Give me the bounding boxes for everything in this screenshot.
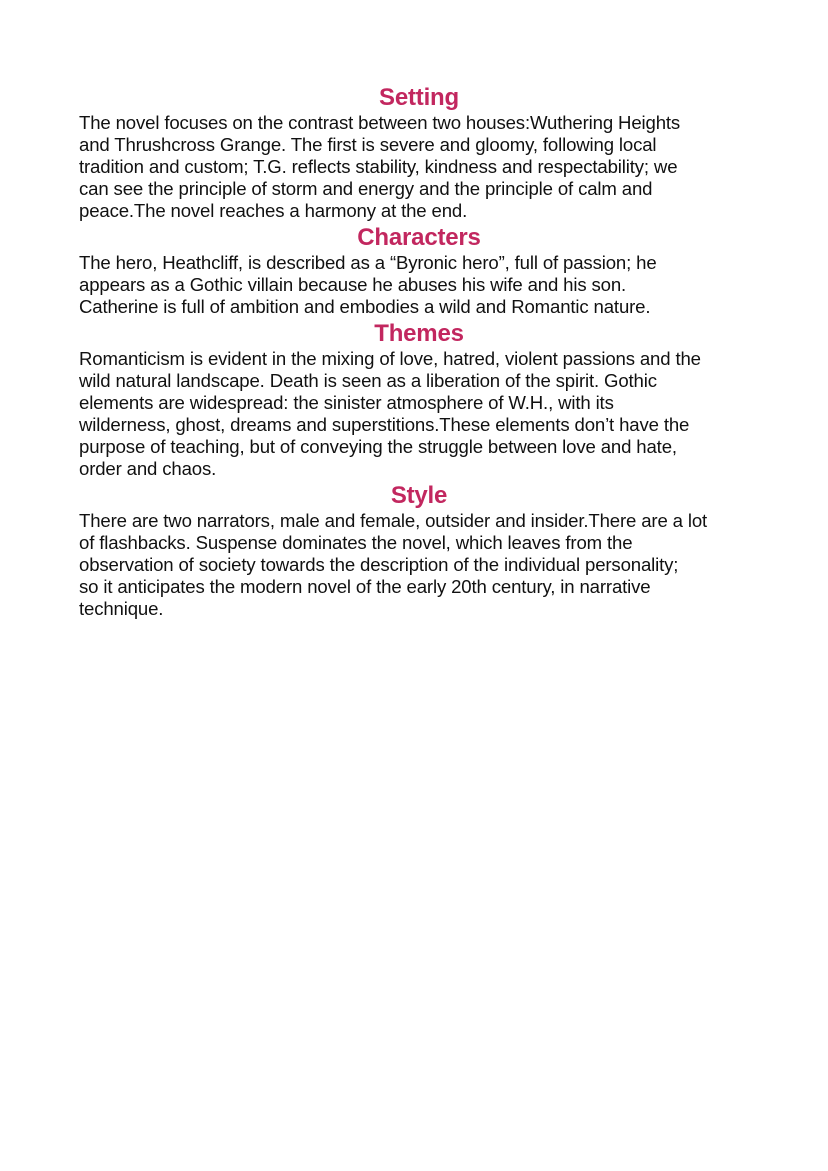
text-line: so it anticipates the modern novel of the early 20th century, in narrative (79, 576, 651, 597)
section-paragraph (79, 510, 759, 620)
text-line: tradition and custom; T.G. reflects stability, kindness and respectability; we (79, 156, 678, 177)
section-heading: Themes (374, 320, 464, 347)
text-line: wilderness, ghost, dreams and superstitions.These elements don’t have the (79, 414, 690, 435)
section-heading: Style (390, 482, 448, 509)
text-line: technique. (79, 598, 164, 619)
text-line: peace.The novel reaches a harmony at the end. (79, 200, 468, 221)
section-setting (79, 84, 759, 222)
text-line: appears as a Gothic villain because he abuses his wife and his son. (79, 274, 627, 295)
text-line: can see the principle of storm and energy and the principle of calm and (79, 178, 653, 199)
text-line: and Thrushcross Grange. The first is severe and gloomy, following local (79, 134, 657, 155)
section-paragraph (79, 348, 759, 480)
text-line: Romanticism is evident in the mixing of love, hatred, violent passions and the (79, 348, 701, 369)
text-line: Catherine is full of ambition and embodies a wild and Romantic nature. (79, 296, 651, 317)
text-line: elements are widespread: the sinister atmosphere of W.H., with its (79, 392, 614, 413)
text-line: There are two narrators, male and female, outsider and insider.There are a lot (79, 510, 708, 531)
text-line: wild natural landscape. Death is seen as a liberation of the spirit. Gothic (79, 370, 657, 391)
section-themes (79, 320, 759, 480)
document-body (79, 84, 759, 622)
text-line: The novel focuses on the contrast between two houses:Wuthering Heights (79, 112, 681, 133)
section-paragraph (79, 252, 759, 318)
text-line: of flashbacks. Suspense dominates the novel, which leaves from the (79, 532, 633, 553)
section-heading: Characters (357, 224, 481, 251)
text-line: order and chaos. (79, 458, 217, 479)
section-paragraph (79, 112, 759, 222)
section-heading: Setting (379, 84, 459, 111)
text-line: purpose of teaching, but of conveying the struggle between love and hate, (79, 436, 677, 457)
text-line: observation of society towards the description of the individual personality; (79, 554, 679, 575)
section-style (79, 482, 759, 620)
text-line: The hero, Heathcliff, is described as a “Byronic hero”, full of passion; he (79, 252, 657, 273)
section-characters (79, 224, 759, 318)
